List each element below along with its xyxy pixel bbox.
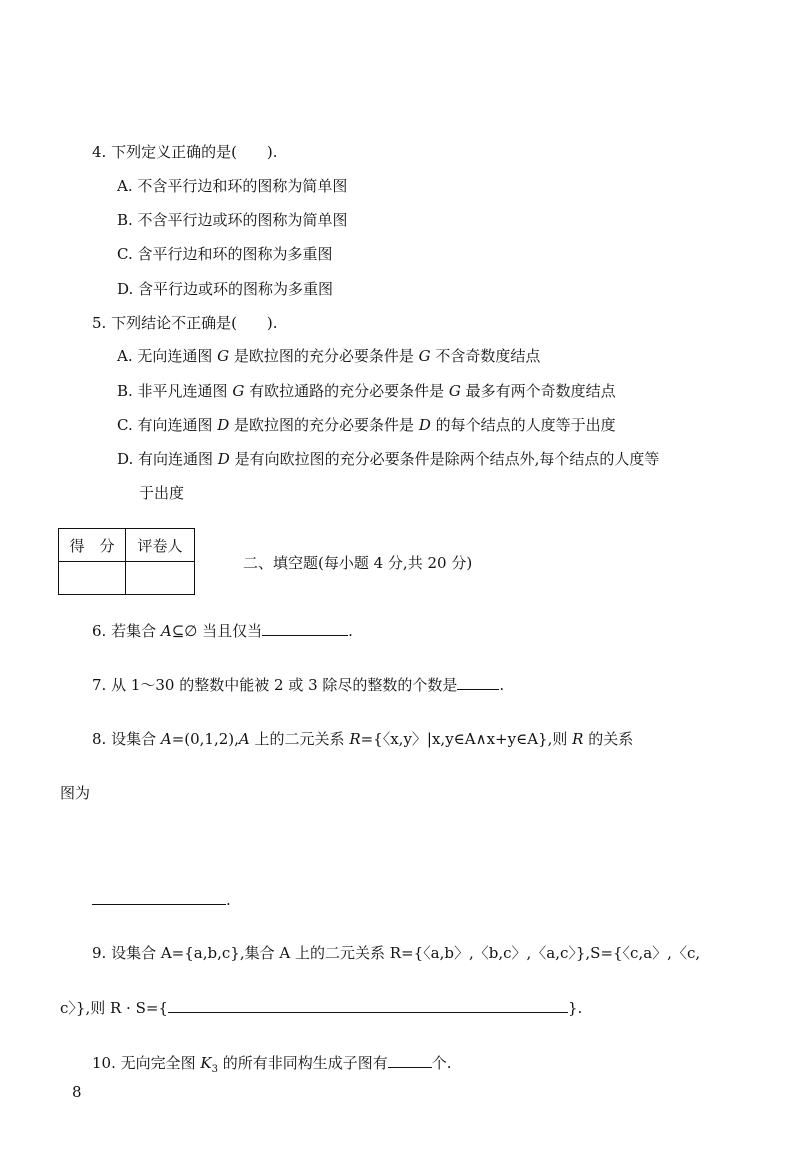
answer-blank bbox=[262, 621, 348, 636]
question-6: 6. 若集合 A⊆∅ 当且仅当 . bbox=[92, 622, 353, 640]
question-5-option-d-continued: 于出度 bbox=[139, 484, 185, 502]
page-number: 8 bbox=[72, 1083, 82, 1101]
grader-cell bbox=[126, 562, 195, 595]
section-2-title: 二、填空题(每小题 4 分,共 20 分) bbox=[243, 554, 473, 572]
question-5-option-d: D. 有向连通图 D 是有向欧拉图的充分必要条件是除两个结点外,每个结点的人度等 bbox=[117, 450, 660, 468]
score-cell bbox=[59, 562, 126, 595]
question-9-line-1: 9. 设集合 A={a,b,c},集合 A 上的二元关系 R={〈a,b〉,〈b,c〉,〈a,c〉},S={〈c,a〉,〈c, bbox=[92, 944, 701, 962]
question-4-option-c: C. 含平行边和环的图称为多重图 bbox=[117, 245, 333, 263]
score-label: 得 分 bbox=[59, 529, 126, 562]
question-4-option-a: A. 不含平行边和环的图称为简单图 bbox=[117, 177, 348, 195]
answer-blank bbox=[457, 675, 499, 690]
question-5-option-a: A. 无向连通图 G 是欧拉图的充分必要条件是 G 不含奇数度结点 bbox=[117, 347, 541, 365]
question-8-answer-line: . bbox=[92, 890, 231, 910]
question-5-stem: 5. 下列结论不正确是( ). bbox=[92, 314, 278, 332]
question-10: 10. 无向完全图 $K_3$ 的所有非同构生成子图有 个. bbox=[92, 1054, 452, 1075]
score-table bbox=[58, 528, 195, 595]
question-5-option-c: C. 有向连通图 D 是欧拉图的充分必要条件是 D 的每个结点的人度等于出度 bbox=[117, 416, 616, 434]
question-4-option-d: D. 含平行边或环的图称为多重图 bbox=[117, 280, 334, 298]
question-8-continued: 图为 bbox=[60, 784, 91, 802]
question-5-option-b: B. 非平凡连通图 G 有欧拉通路的充分必要条件是 G 最多有两个奇数度结点 bbox=[117, 382, 616, 400]
question-8: 8. 设集合 A=(0,1,2),A 上的二元关系 R={〈x,y〉|x,y∈A∧x+y∈A},则 R 的关系 bbox=[92, 730, 634, 748]
question-4-option-b: B. 不含平行边或环的图称为简单图 bbox=[117, 211, 348, 229]
answer-blank bbox=[92, 890, 226, 905]
grader-label: 评卷人 bbox=[126, 529, 195, 562]
question-7: 7. 从 1～30 的整数中能被 2 或 3 除尽的整数的个数是 . bbox=[92, 676, 505, 694]
answer-blank bbox=[168, 998, 568, 1013]
answer-blank bbox=[388, 1053, 432, 1068]
question-4-stem: 4. 下列定义正确的是( ). bbox=[92, 143, 278, 161]
question-9-line-2: c〉},则 R · S={ }. bbox=[60, 999, 583, 1017]
